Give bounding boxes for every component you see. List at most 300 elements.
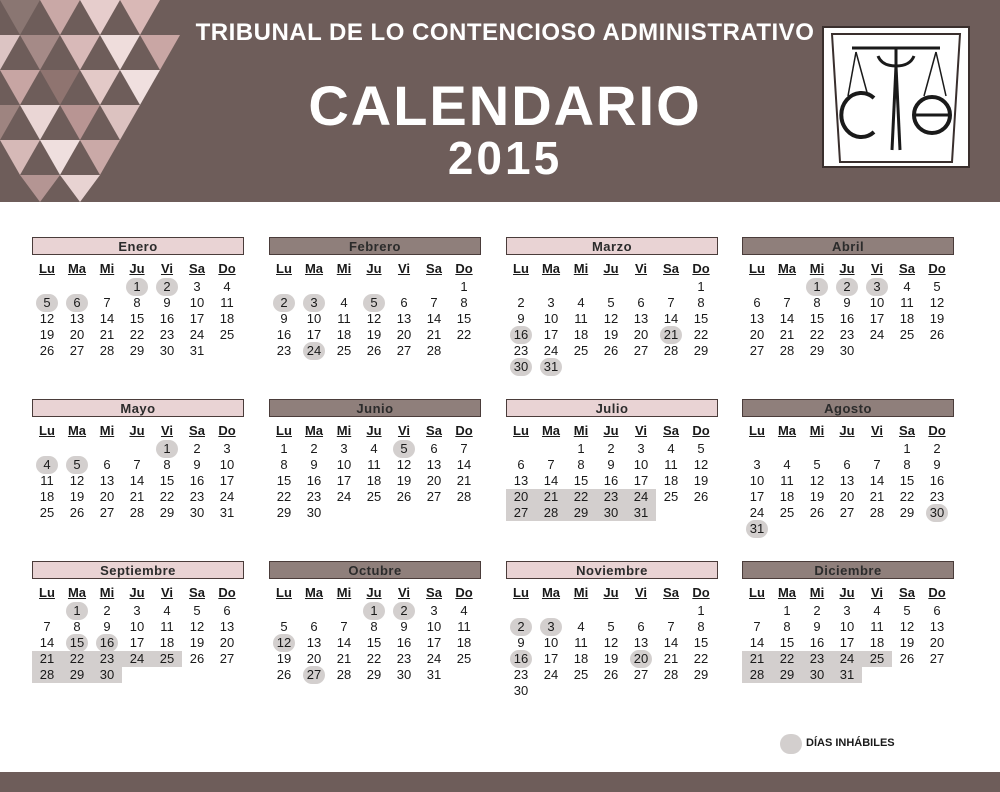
weekday-header: Ju bbox=[603, 585, 619, 600]
day-cell: 28 bbox=[99, 343, 115, 358]
day-cell: 7 bbox=[667, 295, 675, 310]
day-cell: 2 bbox=[813, 603, 821, 618]
day-cell: 21 bbox=[426, 327, 442, 342]
day-cell: 16 bbox=[506, 327, 536, 343]
day-cell: 15 bbox=[693, 635, 709, 650]
day-cell: 19 bbox=[809, 489, 825, 504]
day-cell: 28 bbox=[779, 343, 795, 358]
day-cell: 28 bbox=[336, 667, 352, 682]
day-cell: 19 bbox=[899, 635, 915, 650]
day-cell: 16 bbox=[809, 635, 825, 650]
day-cell: 29 bbox=[693, 667, 709, 682]
day-cell: 16 bbox=[396, 635, 412, 650]
weekday-header: Ju bbox=[129, 423, 145, 438]
day-cell: 26 bbox=[809, 505, 825, 520]
day-cell: 30 bbox=[92, 667, 122, 683]
month-mayo bbox=[32, 399, 244, 551]
weekday-header: Sa bbox=[899, 423, 915, 438]
weekday-header: Do bbox=[455, 585, 473, 600]
day-cell: 20 bbox=[219, 635, 235, 650]
day-cell: 27 bbox=[633, 667, 649, 682]
day-cell: 22 bbox=[809, 327, 825, 342]
day-grid bbox=[742, 585, 954, 713]
day-cell: 17 bbox=[336, 473, 352, 488]
weekday-header: Do bbox=[928, 423, 946, 438]
day-cell: 7 bbox=[460, 441, 468, 456]
day-grid bbox=[742, 261, 954, 389]
day-cell: 20 bbox=[69, 327, 85, 342]
day-cell: 27 bbox=[69, 343, 85, 358]
day-cell: 23 bbox=[92, 651, 122, 667]
day-cell: 4 bbox=[783, 457, 791, 472]
day-cell: 11 bbox=[337, 311, 351, 326]
weekday-header: Do bbox=[692, 585, 710, 600]
weekday-header: Ju bbox=[366, 423, 382, 438]
day-cell: 18 bbox=[366, 473, 382, 488]
calendar-title: CALENDARIO bbox=[308, 74, 702, 137]
day-cell: 2 bbox=[506, 619, 536, 635]
day-cell: 13 bbox=[633, 311, 649, 326]
day-cell: 7 bbox=[783, 295, 791, 310]
weekday-header: Vi bbox=[397, 423, 411, 438]
day-cell: 20 bbox=[506, 489, 536, 505]
day-cell: 12 bbox=[929, 295, 945, 310]
day-cell: 14 bbox=[456, 457, 472, 472]
month-title: Septiembre bbox=[32, 561, 244, 579]
day-cell: 9 bbox=[103, 619, 111, 634]
day-cell: 28 bbox=[663, 667, 679, 682]
day-cell: 28 bbox=[869, 505, 885, 520]
day-cell: 5 bbox=[193, 603, 201, 618]
day-cell: 20 bbox=[306, 651, 322, 666]
day-cell: 18 bbox=[663, 473, 679, 488]
day-cell: 28 bbox=[456, 489, 472, 504]
weekday-header: Lu bbox=[749, 261, 765, 276]
day-cell: 11 bbox=[457, 619, 471, 634]
day-cell: 27 bbox=[506, 505, 536, 521]
weekday-header: Mi bbox=[573, 585, 589, 600]
weekday-header: Vi bbox=[160, 423, 174, 438]
day-cell: 17 bbox=[306, 327, 322, 342]
day-cell: 1 bbox=[697, 279, 705, 294]
day-cell: 24 bbox=[189, 327, 205, 342]
day-cell: 22 bbox=[456, 327, 472, 342]
day-cell: 25 bbox=[862, 651, 892, 667]
day-cell: 26 bbox=[189, 651, 205, 666]
weekday-header: Vi bbox=[634, 585, 648, 600]
day-cell: 27 bbox=[299, 667, 329, 683]
day-cell: 30 bbox=[396, 667, 412, 682]
day-cell: 27 bbox=[839, 505, 855, 520]
day-cell: 12 bbox=[603, 311, 619, 326]
day-cell: 10 bbox=[839, 619, 855, 634]
day-cell: 19 bbox=[276, 651, 292, 666]
month-title: Junio bbox=[269, 399, 481, 417]
day-cell: 6 bbox=[843, 457, 851, 472]
weekday-header: Ma bbox=[541, 585, 561, 600]
day-cell: 6 bbox=[517, 457, 525, 472]
day-cell: 23 bbox=[159, 327, 175, 342]
day-cell: 6 bbox=[103, 457, 111, 472]
weekday-header: Sa bbox=[426, 261, 442, 276]
day-cell: 6 bbox=[430, 441, 438, 456]
day-cell: 6 bbox=[933, 603, 941, 618]
day-cell: 12 bbox=[396, 457, 412, 472]
day-cell: 22 bbox=[62, 651, 92, 667]
day-cell: 30 bbox=[159, 343, 175, 358]
day-cell: 22 bbox=[693, 327, 709, 342]
day-cell: 16 bbox=[189, 473, 205, 488]
weekday-header: Ju bbox=[839, 585, 855, 600]
day-cell: 5 bbox=[813, 457, 821, 472]
day-cell: 1 bbox=[62, 603, 92, 619]
day-grid bbox=[506, 423, 718, 551]
day-cell: 1 bbox=[122, 279, 152, 295]
month-noviembre bbox=[506, 561, 718, 713]
day-cell: 25 bbox=[779, 505, 795, 520]
weekday-header: Sa bbox=[426, 423, 442, 438]
weekday-header: Ma bbox=[777, 423, 797, 438]
day-grid bbox=[32, 423, 244, 551]
weekday-header: Do bbox=[455, 423, 473, 438]
day-cell: 14 bbox=[336, 635, 352, 650]
day-cell: 4 bbox=[370, 441, 378, 456]
day-cell: 23 bbox=[513, 343, 529, 358]
day-cell: 22 bbox=[159, 489, 175, 504]
day-cell: 11 bbox=[574, 311, 588, 326]
month-title: Mayo bbox=[32, 399, 244, 417]
day-cell: 13 bbox=[69, 311, 85, 326]
day-cell: 24 bbox=[543, 667, 559, 682]
day-cell: 27 bbox=[99, 505, 115, 520]
day-cell: 10 bbox=[426, 619, 442, 634]
day-cell: 8 bbox=[370, 619, 378, 634]
day-cell: 25 bbox=[152, 651, 182, 667]
day-cell: 26 bbox=[276, 667, 292, 682]
day-cell: 1 bbox=[577, 441, 585, 456]
day-cell: 23 bbox=[513, 667, 529, 682]
day-cell: 29 bbox=[159, 505, 175, 520]
day-cell: 28 bbox=[536, 505, 566, 521]
day-cell: 10 bbox=[336, 457, 352, 472]
day-cell: 24 bbox=[219, 489, 235, 504]
day-cell: 11 bbox=[40, 473, 54, 488]
day-cell: 4 bbox=[577, 619, 585, 634]
day-cell: 11 bbox=[367, 457, 381, 472]
day-cell: 21 bbox=[456, 473, 472, 488]
day-cell: 13 bbox=[513, 473, 529, 488]
day-cell: 5 bbox=[280, 619, 288, 634]
day-cell: 31 bbox=[536, 359, 566, 375]
day-grid bbox=[32, 261, 244, 389]
day-cell: 8 bbox=[903, 457, 911, 472]
month-title: Enero bbox=[32, 237, 244, 255]
day-cell: 23 bbox=[839, 327, 855, 342]
month-febrero bbox=[269, 237, 481, 389]
day-cell: 30 bbox=[189, 505, 205, 520]
day-cell: 21 bbox=[663, 651, 679, 666]
day-cell: 4 bbox=[667, 441, 675, 456]
day-cell: 15 bbox=[159, 473, 175, 488]
day-cell: 2 bbox=[389, 603, 419, 619]
day-cell: 30 bbox=[802, 667, 832, 683]
day-cell: 19 bbox=[929, 311, 945, 326]
day-cell: 12 bbox=[366, 311, 382, 326]
day-cell: 10 bbox=[543, 311, 559, 326]
weekday-header: Sa bbox=[663, 585, 679, 600]
day-cell: 5 bbox=[903, 603, 911, 618]
month-enero bbox=[32, 237, 244, 389]
day-cell: 27 bbox=[929, 651, 945, 666]
day-cell: 1 bbox=[802, 279, 832, 295]
month-diciembre bbox=[742, 561, 954, 713]
day-grid bbox=[32, 585, 244, 713]
header-banner bbox=[0, 0, 1000, 202]
weekday-header: Mi bbox=[809, 585, 825, 600]
day-cell: 13 bbox=[306, 635, 322, 650]
weekday-header: Mi bbox=[99, 261, 115, 276]
weekday-header: Lu bbox=[749, 423, 765, 438]
day-cell: 2 bbox=[269, 295, 299, 311]
day-cell: 19 bbox=[603, 327, 619, 342]
day-cell: 12 bbox=[809, 473, 825, 488]
month-agosto bbox=[742, 399, 954, 551]
day-cell: 18 bbox=[39, 489, 55, 504]
weekday-header: Lu bbox=[513, 261, 529, 276]
weekday-header: Do bbox=[218, 261, 236, 276]
day-cell: 31 bbox=[426, 667, 442, 682]
day-cell: 10 bbox=[189, 295, 205, 310]
day-cell: 1 bbox=[783, 603, 791, 618]
day-cell: 10 bbox=[869, 295, 885, 310]
day-cell: 19 bbox=[693, 473, 709, 488]
day-cell: 15 bbox=[62, 635, 92, 651]
month-title: Diciembre bbox=[742, 561, 954, 579]
day-cell: 31 bbox=[742, 521, 772, 537]
day-cell: 19 bbox=[69, 489, 85, 504]
month-septiembre bbox=[32, 561, 244, 713]
legend-label: DÍAS INHÁBILES bbox=[806, 737, 895, 749]
day-cell: 10 bbox=[306, 311, 322, 326]
day-cell: 26 bbox=[603, 667, 619, 682]
weekday-header: Ju bbox=[129, 585, 145, 600]
day-cell: 8 bbox=[813, 295, 821, 310]
month-octubre bbox=[269, 561, 481, 713]
weekday-header: Ma bbox=[777, 585, 797, 600]
day-cell: 21 bbox=[779, 327, 795, 342]
day-cell: 23 bbox=[802, 651, 832, 667]
day-cell: 18 bbox=[456, 635, 472, 650]
day-cell: 19 bbox=[189, 635, 205, 650]
day-cell: 13 bbox=[749, 311, 765, 326]
day-cell: 5 bbox=[607, 295, 615, 310]
day-cell: 20 bbox=[626, 651, 656, 667]
weekday-header: Do bbox=[692, 261, 710, 276]
day-cell: 22 bbox=[276, 489, 292, 504]
weekday-header: Vi bbox=[160, 261, 174, 276]
day-cell: 8 bbox=[73, 619, 81, 634]
day-cell: 25 bbox=[219, 327, 235, 342]
day-cell: 28 bbox=[742, 667, 772, 683]
day-cell: 27 bbox=[396, 343, 412, 358]
day-cell: 30 bbox=[922, 505, 952, 521]
scales-of-justice-icon bbox=[822, 26, 970, 168]
day-cell: 14 bbox=[663, 635, 679, 650]
day-cell: 23 bbox=[596, 489, 626, 505]
weekday-header: Mi bbox=[809, 423, 825, 438]
day-cell: 1 bbox=[359, 603, 389, 619]
institution-name: TRIBUNAL DE LO CONTENCIOSO ADMINISTRATIVO bbox=[195, 19, 815, 46]
day-cell: 10 bbox=[543, 635, 559, 650]
day-cell: 3 bbox=[299, 295, 329, 311]
day-cell: 5 bbox=[607, 619, 615, 634]
day-cell: 9 bbox=[163, 295, 171, 310]
weekday-header: Ju bbox=[129, 261, 145, 276]
weekday-header: Mi bbox=[809, 261, 825, 276]
day-cell: 11 bbox=[900, 295, 914, 310]
day-cell: 9 bbox=[400, 619, 408, 634]
day-cell: 29 bbox=[276, 505, 292, 520]
day-cell: 22 bbox=[566, 489, 596, 505]
weekday-header: Vi bbox=[160, 585, 174, 600]
day-cell: 9 bbox=[517, 635, 525, 650]
day-cell: 2 bbox=[152, 279, 182, 295]
day-cell: 1 bbox=[280, 441, 288, 456]
holiday-marker-icon bbox=[780, 734, 802, 754]
day-cell: 18 bbox=[159, 635, 175, 650]
day-cell: 24 bbox=[336, 489, 352, 504]
day-cell: 8 bbox=[163, 457, 171, 472]
day-grid bbox=[269, 261, 481, 389]
day-cell: 14 bbox=[129, 473, 145, 488]
day-cell: 30 bbox=[596, 505, 626, 521]
day-cell: 7 bbox=[340, 619, 348, 634]
day-cell: 21 bbox=[129, 489, 145, 504]
day-cell: 16 bbox=[159, 311, 175, 326]
day-cell: 15 bbox=[809, 311, 825, 326]
day-cell: 27 bbox=[749, 343, 765, 358]
day-cell: 17 bbox=[129, 635, 145, 650]
day-cell: 21 bbox=[99, 327, 115, 342]
weekday-header: Mi bbox=[336, 423, 352, 438]
weekday-header: Do bbox=[218, 423, 236, 438]
weekday-header: Vi bbox=[397, 585, 411, 600]
month-title: Julio bbox=[506, 399, 718, 417]
day-cell: 26 bbox=[366, 343, 382, 358]
day-cell: 28 bbox=[426, 343, 442, 358]
weekday-header: Do bbox=[692, 423, 710, 438]
day-cell: 16 bbox=[92, 635, 122, 651]
day-cell: 8 bbox=[577, 457, 585, 472]
day-cell: 13 bbox=[219, 619, 235, 634]
day-cell: 31 bbox=[832, 667, 862, 683]
day-cell: 3 bbox=[536, 619, 566, 635]
day-cell: 6 bbox=[753, 295, 761, 310]
day-cell: 29 bbox=[566, 505, 596, 521]
day-cell: 23 bbox=[306, 489, 322, 504]
day-cell: 6 bbox=[62, 295, 92, 311]
day-cell: 8 bbox=[280, 457, 288, 472]
day-cell: 14 bbox=[426, 311, 442, 326]
month-junio bbox=[269, 399, 481, 551]
day-cell: 14 bbox=[99, 311, 115, 326]
weekday-header: Ma bbox=[304, 261, 324, 276]
day-cell: 26 bbox=[899, 651, 915, 666]
day-cell: 31 bbox=[189, 343, 205, 358]
day-cell: 23 bbox=[189, 489, 205, 504]
day-cell: 9 bbox=[310, 457, 318, 472]
day-cell: 4 bbox=[223, 279, 231, 294]
month-marzo bbox=[506, 237, 718, 389]
day-cell: 30 bbox=[506, 359, 536, 375]
weekday-header: Do bbox=[928, 261, 946, 276]
day-cell: 4 bbox=[577, 295, 585, 310]
day-cell: 11 bbox=[574, 635, 588, 650]
day-cell: 13 bbox=[426, 457, 442, 472]
day-cell: 5 bbox=[697, 441, 705, 456]
day-cell: 18 bbox=[573, 651, 589, 666]
day-cell: 18 bbox=[573, 327, 589, 342]
day-cell: 9 bbox=[517, 311, 525, 326]
weekday-header: Ju bbox=[366, 261, 382, 276]
day-cell: 21 bbox=[336, 651, 352, 666]
day-cell: 26 bbox=[693, 489, 709, 504]
day-cell: 7 bbox=[430, 295, 438, 310]
day-cell: 4 bbox=[873, 603, 881, 618]
day-cell: 26 bbox=[39, 343, 55, 358]
day-cell: 12 bbox=[899, 619, 915, 634]
weekday-header: Ma bbox=[304, 423, 324, 438]
day-cell: 8 bbox=[133, 295, 141, 310]
day-cell: 15 bbox=[693, 311, 709, 326]
day-cell: 18 bbox=[869, 635, 885, 650]
day-cell: 12 bbox=[269, 635, 299, 651]
day-cell: 21 bbox=[536, 489, 566, 505]
day-cell: 22 bbox=[772, 651, 802, 667]
day-cell: 26 bbox=[603, 343, 619, 358]
weekday-header: Do bbox=[928, 585, 946, 600]
day-cell: 29 bbox=[62, 667, 92, 683]
day-cell: 12 bbox=[69, 473, 85, 488]
day-cell: 2 bbox=[517, 295, 525, 310]
day-cell: 14 bbox=[663, 311, 679, 326]
day-cell: 25 bbox=[573, 667, 589, 682]
day-cell: 24 bbox=[832, 651, 862, 667]
day-cell: 16 bbox=[603, 473, 619, 488]
weekday-header: Sa bbox=[189, 261, 205, 276]
day-cell: 17 bbox=[426, 635, 442, 650]
month-abril bbox=[742, 237, 954, 389]
day-cell: 9 bbox=[843, 295, 851, 310]
weekday-header: Lu bbox=[276, 261, 292, 276]
day-cell: 9 bbox=[607, 457, 615, 472]
day-cell: 21 bbox=[869, 489, 885, 504]
day-cell: 21 bbox=[32, 651, 62, 667]
day-cell: 9 bbox=[933, 457, 941, 472]
day-cell: 2 bbox=[103, 603, 111, 618]
weekday-header: Ju bbox=[603, 423, 619, 438]
month-title: Octubre bbox=[269, 561, 481, 579]
day-cell: 15 bbox=[779, 635, 795, 650]
day-cell: 25 bbox=[573, 343, 589, 358]
day-cell: 12 bbox=[603, 635, 619, 650]
day-cell: 1 bbox=[152, 441, 182, 457]
day-cell: 28 bbox=[32, 667, 62, 683]
day-cell: 11 bbox=[160, 619, 174, 634]
day-cell: 17 bbox=[543, 651, 559, 666]
day-cell: 18 bbox=[219, 311, 235, 326]
day-cell: 27 bbox=[426, 489, 442, 504]
